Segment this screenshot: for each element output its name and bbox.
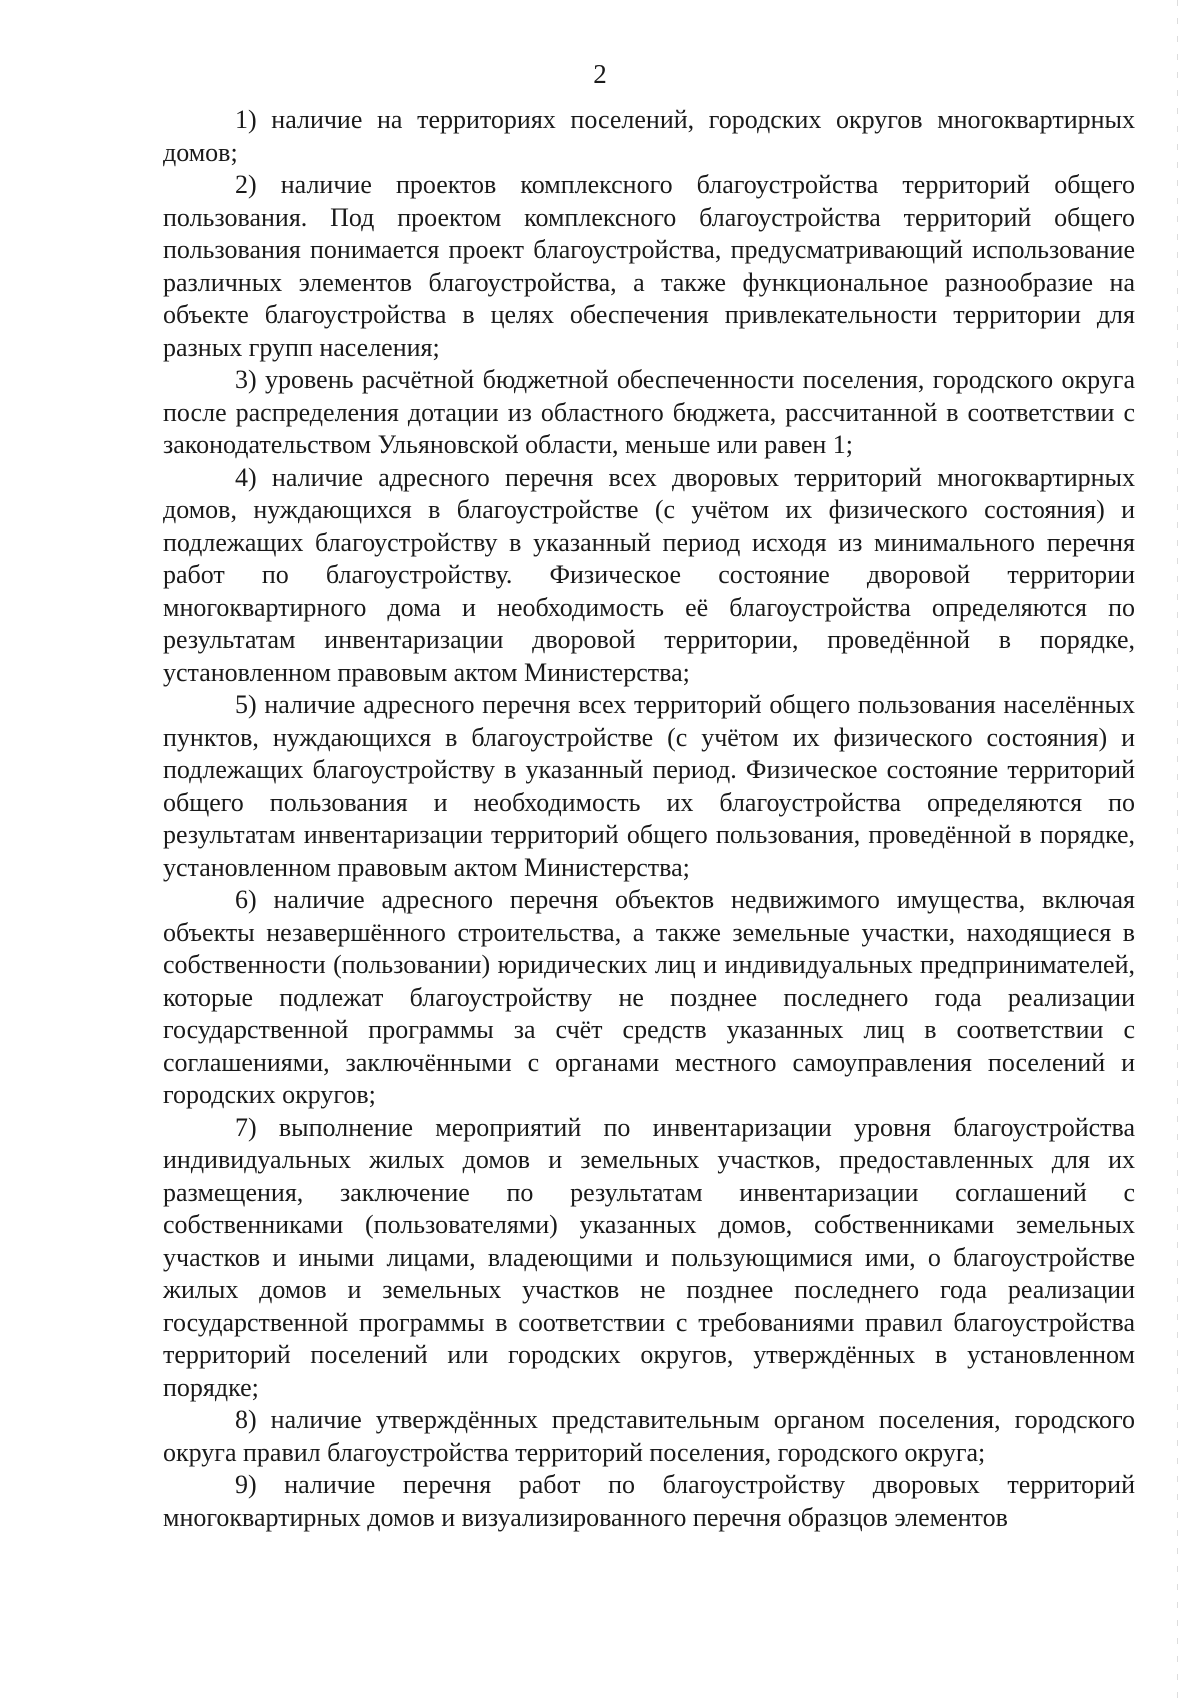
page-number: 2: [593, 59, 607, 89]
paragraph-item-5: 5) наличие адресного перечня всех территорий общего пользования населённых пунктов, нуждающихся в благоустройстве (с учётом их физического состояния) и подлежащих благоустройству в указанный период. Физическое состояние территорий общего пользования и необходимость их благоустройства определяются по результатам инвентаризации территорий общего пользования, проведённой в порядке, установленном правовым актом Министерства;: [163, 690, 1135, 882]
paragraph-item-2: 2) наличие проектов комплексного благоустройства территорий общего пользования. Под проектом комплексного благоустройства территорий общего пользования понимается проект благоустройства, предусматривающий использование различных элементов благоустройства, а также функциональное разнообразие на объекте благоустройства в целях обеспечения привлекательности территории для разных групп населения;: [163, 170, 1135, 362]
paragraph-item-4: 4) наличие адресного перечня всех дворовых территорий многоквартирных домов, нуждающихся в благоустройстве (с учётом их физического состояния) и подлежащих благоустройству в указанный период исходя из минимального перечня работ по благоустройству. Физическое состояние дворовой территории многоквартирного дома и необходимость её благоустройства определяются по результатам инвентаризации дворовой территории, проведённой в порядке, установленном правовым актом Министерства;: [163, 462, 1135, 687]
paragraph-item-6: 6) наличие адресного перечня объектов недвижимого имущества, включая объекты незавершённого строительства, а также земельные участки, находящиеся в собственности (пользовании) юридических лиц и индивидуальных предпринимателей, которые подлежат благоустройству не позднее последнего года реализации государственной программы за счёт средств указанных лиц в соответствии с соглашениями, заключёнными с органами местного самоуправления поселений и городских округов;: [163, 885, 1135, 1109]
paragraph-item-1: 1) наличие на территориях поселений, городских округов многоквартирных домов;: [163, 105, 1135, 167]
paragraph-item-7: 7) выполнение мероприятий по инвентаризации уровня благоустройства индивидуальных жилых домов и земельных участков, предоставленных для их размещения, заключение по результатам инвентаризации соглашений с собственниками (пользователями) указанных домов, собственниками земельных участков и иными лицами, владеющими и пользующимися ими, о благоустройстве жилых домов и земельных участков не позднее последнего года реализации государственной программы в соответствии с требованиями правил благоустройства территорий поселений или городских округов, утверждённых в установленном порядке;: [163, 1112, 1135, 1402]
document-body: [163, 104, 1135, 1534]
paragraph-item-8: 8) наличие утверждённых представительным органом поселения, городского округа правил благоустройства территорий поселения, городского округа;: [163, 1405, 1135, 1467]
scan-edge-artifact: [1177, 0, 1178, 1698]
paragraph-item-3: 3) уровень расчётной бюджетной обеспеченности поселения, городского округа после распределения дотации из областного бюджета, рассчитанной в соответствии с законодательством Ульяновской области, меньше или равен 1;: [163, 365, 1135, 459]
paragraph-item-9: 9) наличие перечня работ по благоустройству дворовых территорий многоквартирных домов и визуализированного перечня образцов элементов: [163, 1470, 1135, 1532]
